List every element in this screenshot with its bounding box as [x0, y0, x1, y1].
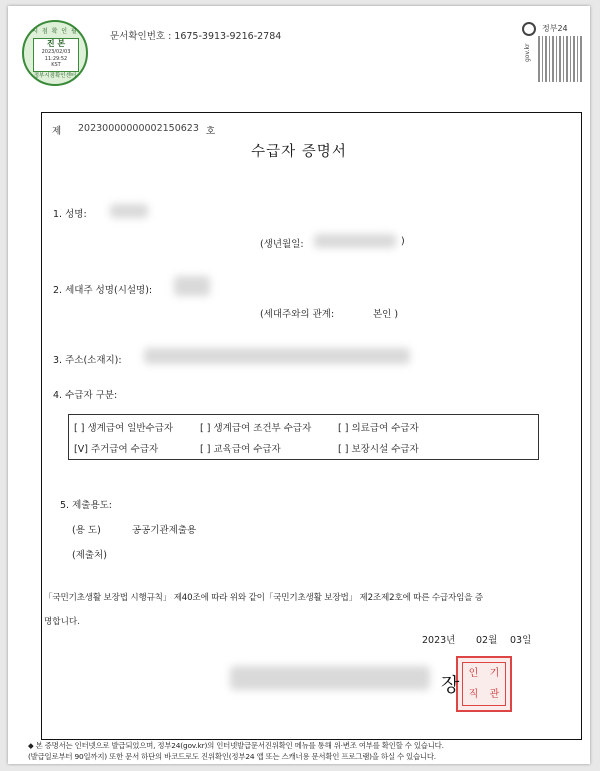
address-label: 3. 주소(소재지): — [53, 355, 122, 366]
checkbox-livelihood-conditional: [ ] 생계급여 조건부 수급자 — [200, 423, 312, 434]
issue-month: 02월 — [476, 635, 498, 646]
footer-line-2: (발급일로부터 90일까지) 또한 문서 하단의 바코드로도 진위확인(정부24 앱 또는 스캐너용 문서확인 프로그램)을 하실 수 있습니다. — [28, 752, 436, 761]
submit-to-label: (제출처) — [72, 550, 107, 561]
seal-date: 2023/02/03 — [41, 49, 71, 55]
seal-ring-bottom: 정부시점확인센터 — [33, 73, 77, 79]
seal-ring-top: 시 점 확 인 필 — [32, 28, 78, 35]
seal-center-title: 진 본 — [46, 39, 66, 48]
purpose-label: (용 도) — [72, 525, 101, 536]
householder-label: 2. 세대주 성명(시설명): — [53, 285, 153, 296]
statement-line-2: 명합니다. — [44, 617, 80, 627]
checkbox-livelihood-general: [ ] 생계급여 일반수급자 — [74, 423, 174, 434]
relation-value: 본인 ) — [373, 309, 399, 320]
householder-redacted — [174, 276, 210, 296]
gov24-url: gov.kr — [524, 43, 531, 62]
document-check-number: 문서확인번호 : 1675-3913-9216-2784 — [110, 31, 282, 42]
gov24-name: 정부24 — [542, 24, 568, 33]
issuer-suffix: 장 — [441, 674, 460, 696]
official-seal-inner — [462, 662, 506, 706]
certificate-sheet — [8, 6, 590, 764]
seal-char: 인 — [468, 667, 479, 679]
birth-redacted — [314, 234, 396, 248]
relation-label: (세대주와의 관계: — [260, 309, 335, 320]
name-redacted — [110, 204, 148, 218]
verification-barcode[interactable] — [538, 36, 584, 82]
gov24-logo-icon — [522, 22, 536, 36]
seal-char: 기 — [489, 667, 500, 679]
issuer-name-redacted — [230, 666, 430, 690]
purpose-value: 공공기관제출용 — [132, 525, 197, 536]
doc-number-suffix: 호 — [206, 126, 216, 137]
birth-close: ) — [401, 236, 405, 247]
seal-time: 11:29:52 — [44, 55, 68, 62]
timestamp-seal — [22, 20, 88, 86]
doc-number: 20230000000002150623 — [78, 123, 199, 134]
footer-note — [28, 740, 588, 762]
issue-year: 2023년 — [422, 635, 456, 646]
page-title: 수급자 증명서 — [251, 144, 347, 160]
seal-char: 관 — [489, 688, 500, 700]
seal-center — [33, 38, 79, 72]
official-seal — [456, 656, 512, 712]
checkbox-housing: [V] 주거급여 수급자 — [74, 444, 159, 455]
address-redacted — [144, 348, 410, 364]
footer-line-1: ◆ 본 증명서는 인터넷으로 발급되었으며, 정부24(gov.kr)의 인터넷발급문서진위확인 메뉴를 통해 위·변조 여부를 확인할 수 있습니다. — [28, 741, 444, 750]
seal-timezone: KST — [51, 62, 61, 68]
name-label: 1. 성명: — [53, 209, 87, 220]
seal-char: 직 — [468, 688, 479, 700]
birth-label: (생년월일: — [260, 239, 304, 250]
purpose-section-label: 5. 제출용도: — [60, 500, 112, 511]
statement-line-1: 「국민기초생활 보장법 시행규칙」 제40조에 따라 위와 같이「국민기초생활 보장법」 제2조제2호에 따른 수급자임을 증 — [44, 593, 483, 603]
gov24-verification-block — [522, 22, 592, 82]
checkbox-facility: [ ] 보장시설 수급자 — [338, 444, 419, 455]
recipient-type-label: 4. 수급자 구분: — [53, 390, 118, 401]
checkbox-medical: [ ] 의료급여 수급자 — [338, 423, 419, 434]
checkbox-education: [ ] 교육급여 수급자 — [200, 444, 281, 455]
issue-day: 03일 — [510, 635, 532, 646]
doc-number-prefix: 제 — [52, 126, 62, 137]
